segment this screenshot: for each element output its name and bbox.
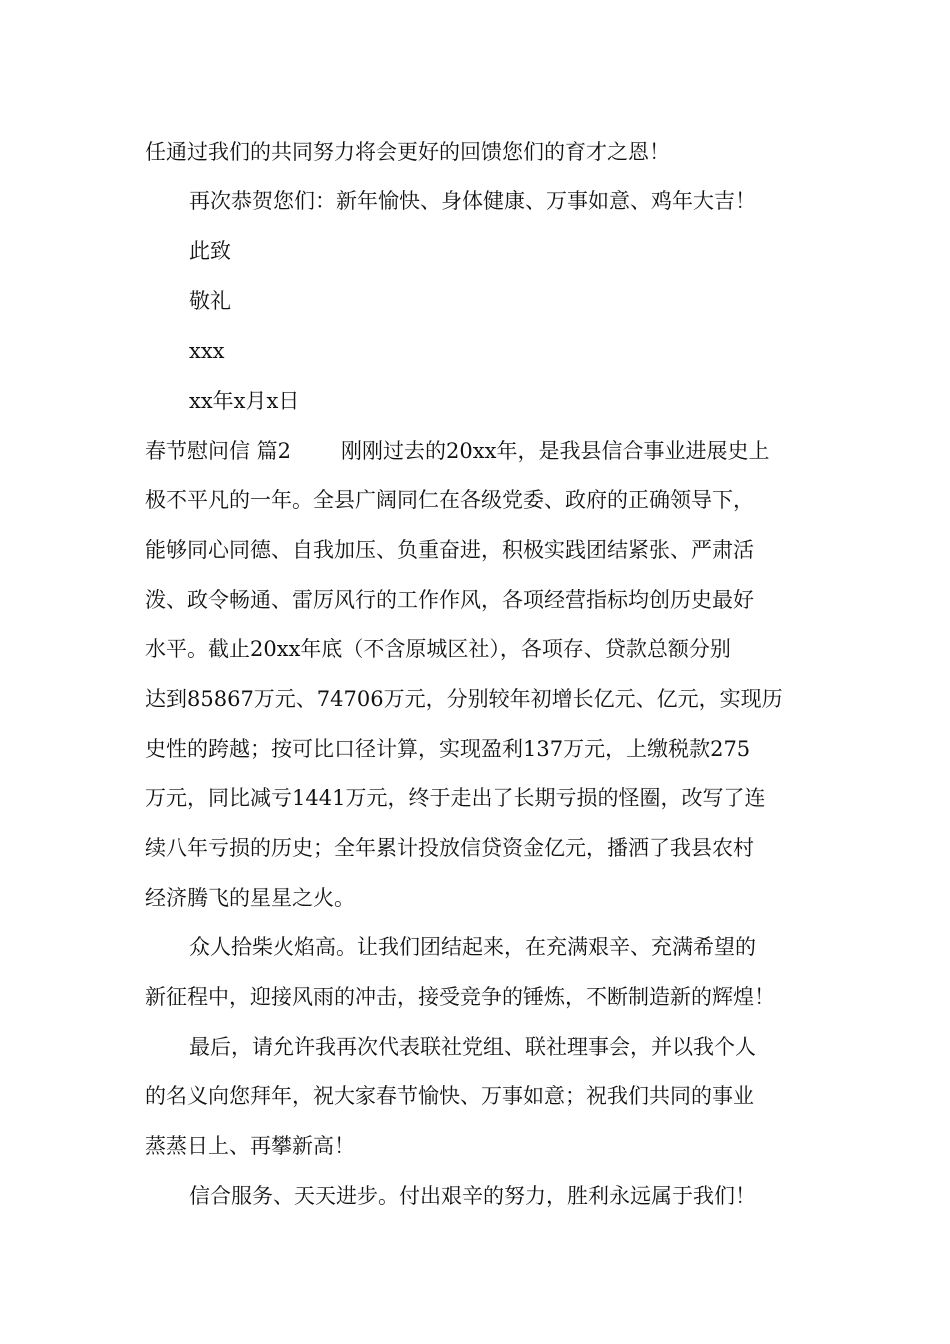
letter2-p3-line-2: 蒸蒸日上、再攀新高！ [145,1134,355,1158]
letter2-p1-line-1: 极不平凡的一年。全县广阔同仁在各级党委、政府的正确领导下， [145,488,754,512]
letter2-p1-line-2: 能够同心同德、自我加压、负重奋进，积极实践团结紧张、严肃活 [145,538,754,562]
letter2-p1-line-9: 经济腾飞的星星之火。 [145,886,355,910]
letter2-p4-line-0: 信合服务、天天进步。付出艰辛的努力，胜利永远属于我们！ [189,1184,756,1208]
letter2-p2-line-1: 新征程中，迎接风雨的冲击，接受竞争的锤炼，不断制造新的辉煌！ [145,985,775,1009]
letter2-p3-line-1: 的名义向您拜年，祝大家春节愉快、万事如意；祝我们共同的事业 [145,1084,754,1108]
letter2-first-line [145,436,769,466]
letter2-p3-line-0: 最后，请允许我再次代表联社党组、联社理事会，并以我个人 [189,1035,756,1059]
letter2-p1-line-8: 续八年亏损的历史；全年累计投放信贷资金亿元，播洒了我县农村 [145,836,754,860]
letter2-p2-line-0: 众人拾柴火焰高。让我们团结起来，在充满艰辛、充满希望的 [189,935,756,959]
letter1-salutation-1: 此致 [189,239,231,263]
letter2-p1-line-6: 史性的跨越；按可比口径计算，实现盈利137万元，上缴税款275 [145,737,751,761]
letter2-p1-line-4: 水平。截止20xx年底（不含原城区社），各项存、贷款总额分别 [145,637,731,661]
letter2-p1-line-5: 达到85867万元、74706万元，分别较年初增长亿元、亿元，实现历 [145,687,783,711]
letter1-signature: xxx [189,339,225,363]
letter2-p1-line-0: 刚刚过去的20xx年，是我县信合事业进展史上 [341,439,770,463]
letter1-salutation-2: 敬礼 [189,289,231,313]
letter2-p1-line-3: 泼、政令畅通、雷厉风行的工作作风，各项经营指标均创历史最好 [145,588,754,612]
letter2-title: 春节慰问信 篇2 [145,439,292,463]
letter1-wishes: 再次恭贺您们：新年愉快、身体健康、万事如意、鸡年大吉！ [189,189,756,213]
letter1-closing-line: 任通过我们的共同努力将会更好的回馈您们的育才之恩！ [145,140,670,164]
letter1-date: xx年x月x日 [189,389,300,413]
letter2-p1-line-7: 万元，同比减亏1441万元，终于走出了长期亏损的怪圈，改写了连 [145,786,766,810]
